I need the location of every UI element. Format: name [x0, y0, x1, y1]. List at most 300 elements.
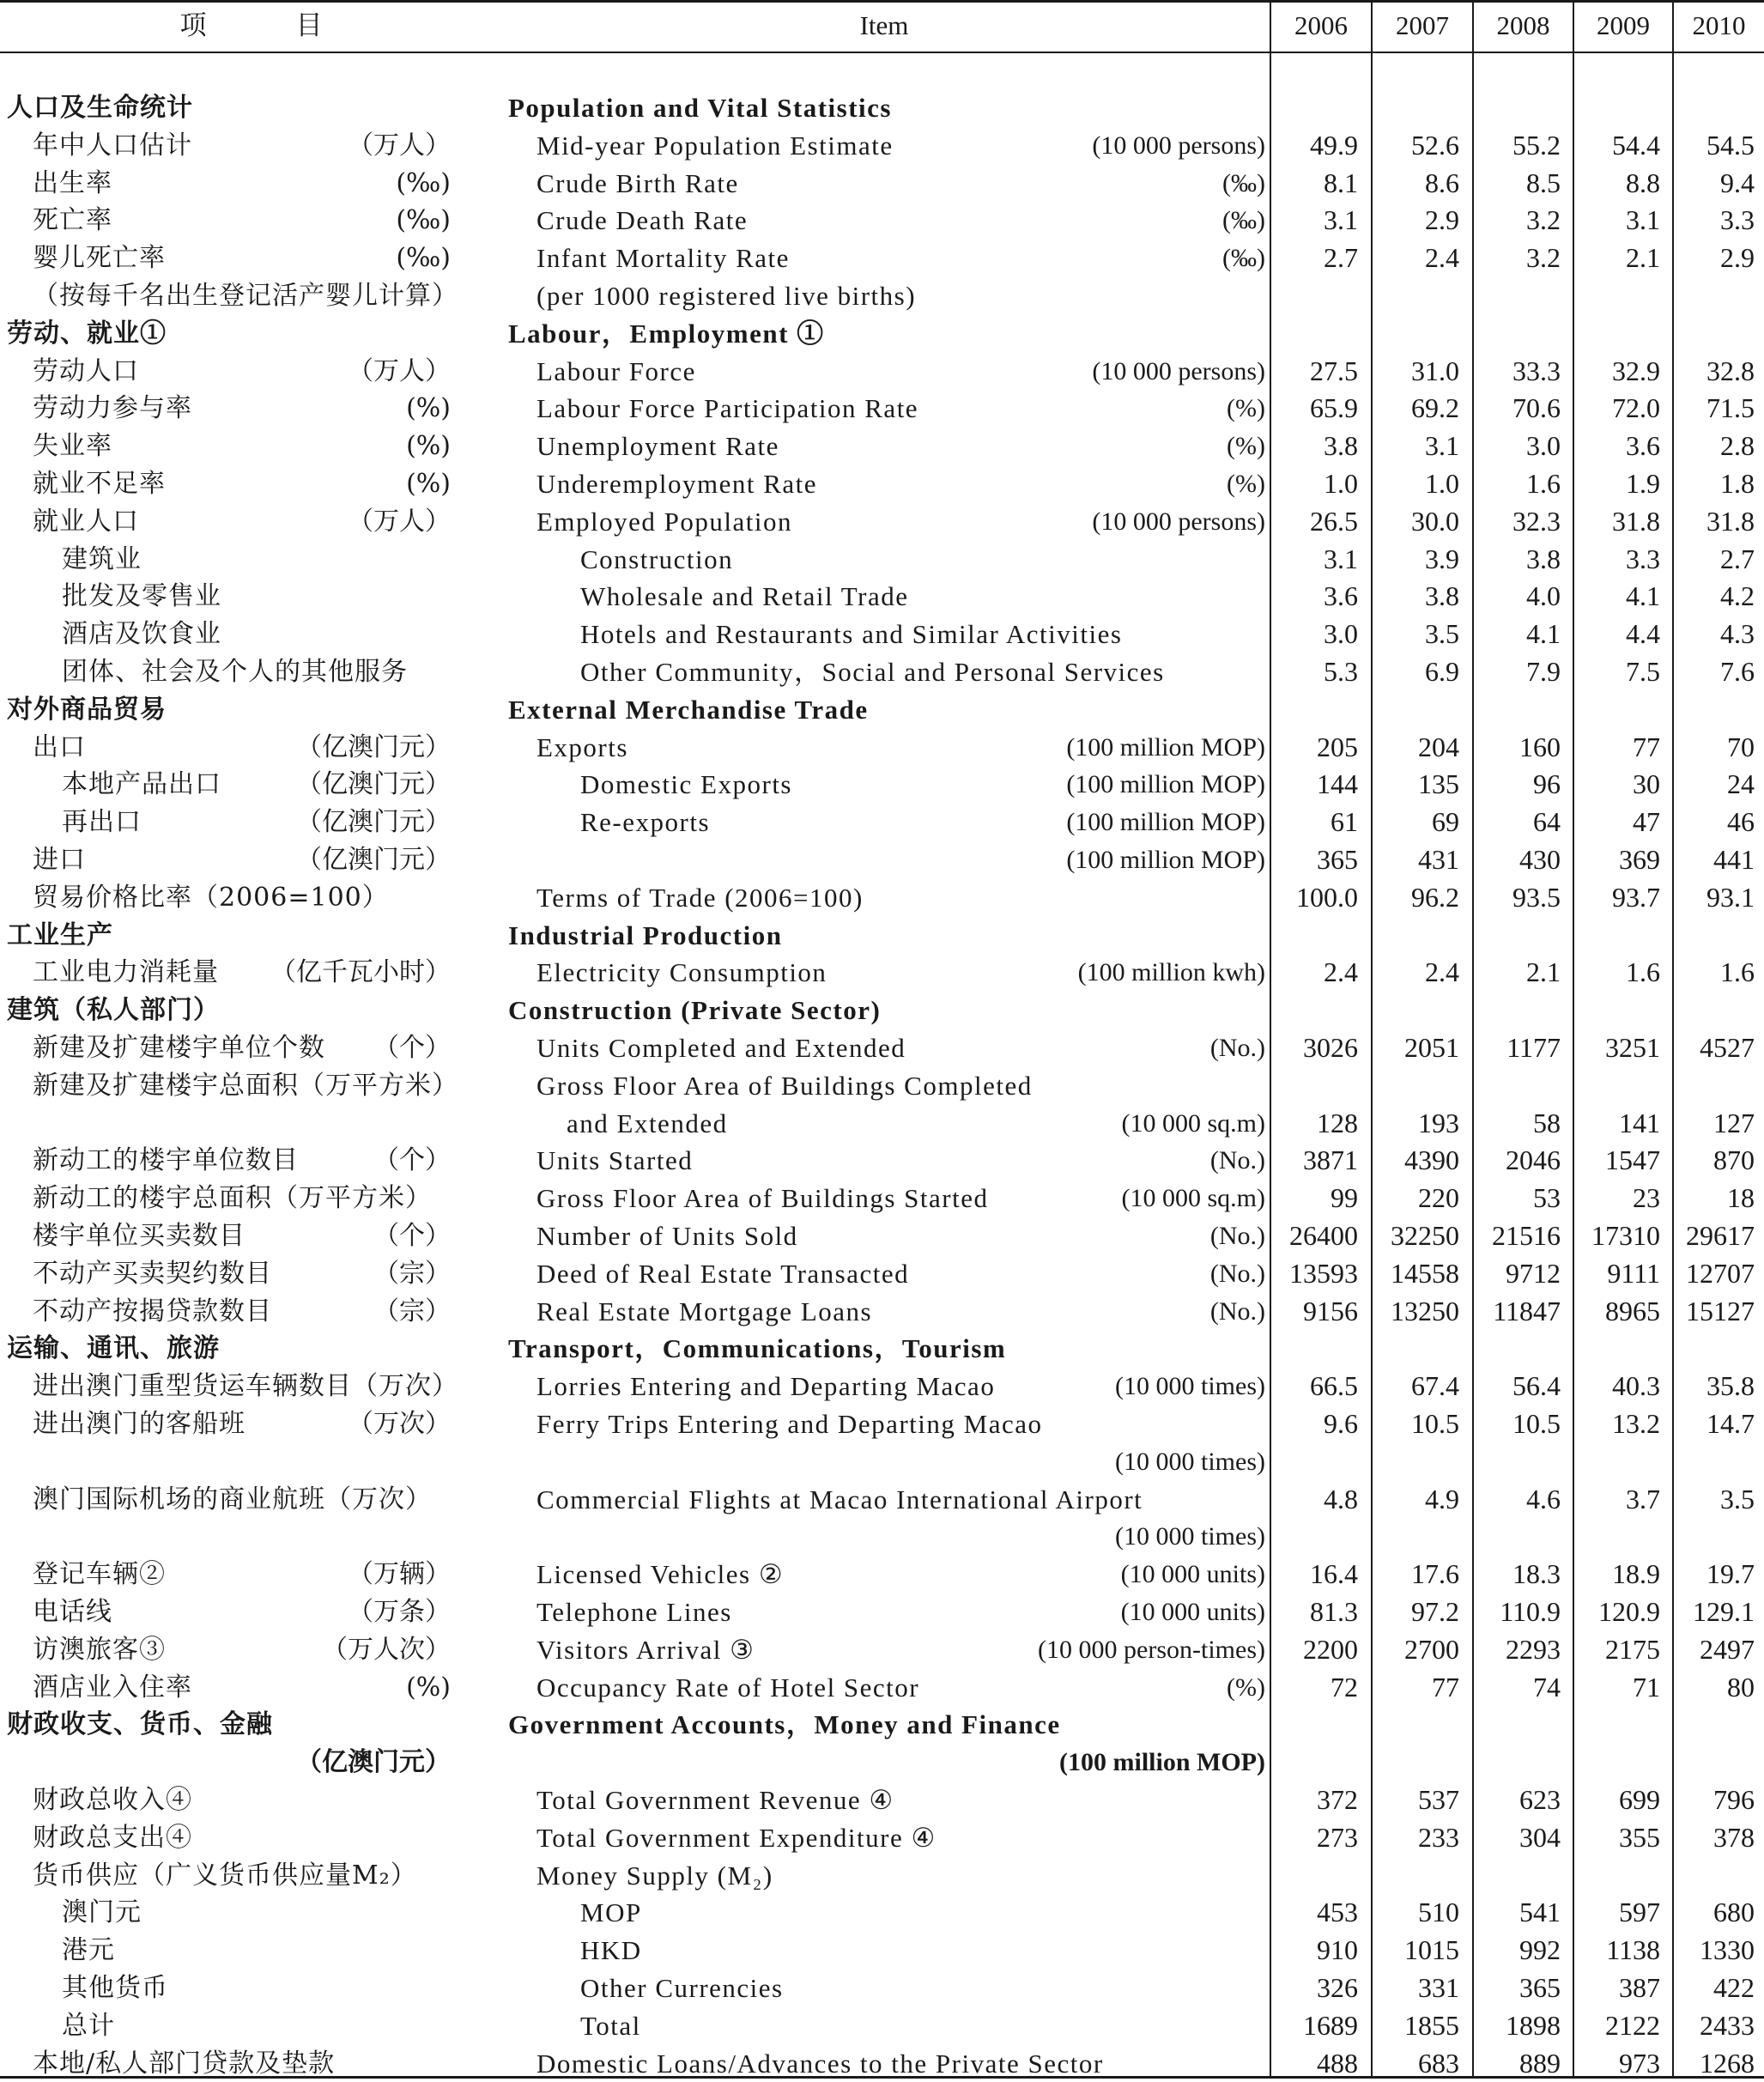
table-cell: 1330	[1700, 1934, 1755, 1966]
row-label-cn: 访澳旅客③	[33, 1634, 166, 1665]
table-row	[0, 1293, 1764, 1331]
table-cell: 40.3	[1612, 1370, 1660, 1402]
row-label-cn: 出生率	[33, 167, 112, 198]
table-cell: 8.6	[1425, 167, 1459, 198]
table-cell: 3.2	[1526, 204, 1561, 236]
table-cell: 72.0	[1612, 392, 1660, 424]
table-cell: 2046	[1506, 1144, 1561, 1176]
table-cell: 2.4	[1425, 956, 1459, 988]
table-cell: 46	[1727, 806, 1755, 838]
row-label-en: Telephone Lines	[536, 1597, 732, 1627]
header-item: Item	[859, 10, 909, 40]
table-cell: 54.4	[1612, 129, 1660, 161]
table-row	[0, 2007, 1764, 2045]
row-label-en: Labour Force Participation Rate	[536, 393, 919, 424]
table-cell: 65.9	[1310, 392, 1358, 424]
table-row	[0, 1593, 1764, 1631]
table-row	[0, 1368, 1764, 1405]
table-cell: 3.5	[1425, 618, 1459, 650]
table-cell: 14.7	[1706, 1408, 1755, 1439]
row-label-cn: 批发及零售业	[62, 581, 221, 612]
table-cell: 541	[1519, 1897, 1561, 1928]
row-label-cn: 就业不足率	[33, 469, 166, 499]
table-cell: 67.4	[1411, 1370, 1459, 1402]
row-unit-cn: （万条）	[348, 1597, 451, 1627]
header-year-2006: 2006	[1294, 10, 1348, 40]
table-cell: 18.3	[1512, 1558, 1561, 1590]
table-cell: 537	[1418, 1784, 1459, 1815]
table-cell: 2051	[1404, 1032, 1459, 1063]
table-row	[0, 202, 1764, 240]
row-unit-cn: （万辆）	[348, 1559, 451, 1590]
row-label-cn: 澳门国际机场的商业航班（万次）	[33, 1484, 432, 1514]
row-label-cn: 澳门元	[62, 1897, 142, 1928]
table-cell: 141	[1619, 1107, 1660, 1138]
table-row	[0, 428, 1764, 465]
section-row	[0, 1330, 1764, 1368]
table-cell: 99	[1331, 1182, 1358, 1214]
row-unit-cn: （宗）	[373, 1258, 451, 1289]
table-cell: 74	[1533, 1671, 1561, 1703]
table-cell: 2.1	[1526, 956, 1561, 988]
table-cell: 4.1	[1626, 580, 1660, 612]
table-cell: 193	[1418, 1107, 1459, 1138]
row-label-cn: 劳动、就业①	[7, 318, 167, 349]
section-row	[0, 1706, 1764, 1744]
table-cell: 3.1	[1324, 543, 1358, 574]
row-unit-cn: （亿澳门元）	[296, 1747, 451, 1778]
table-cell: 8.1	[1324, 167, 1358, 198]
table-cell: 1.8	[1720, 468, 1755, 499]
section-row	[0, 315, 1764, 353]
row-label-cn: 就业人口	[33, 506, 139, 537]
table-cell: 53	[1533, 1182, 1561, 1214]
table-cell: 1547	[1605, 1144, 1660, 1176]
table-cell: 31.8	[1612, 505, 1660, 537]
row-label-en: Domestic Loans/Advances to the Private Sector	[536, 2048, 1104, 2079]
row-label-en: External Merchandise Trade	[508, 694, 869, 725]
table-cell: 973	[1619, 2047, 1660, 2079]
table-cell: 4527	[1700, 1032, 1755, 1063]
table-cell: 3.0	[1324, 618, 1358, 650]
table-cell: 2.4	[1425, 242, 1459, 274]
table-cell: 93.1	[1706, 881, 1755, 913]
table-cell: 2700	[1404, 1633, 1459, 1665]
table-cell: 2293	[1506, 1633, 1561, 1665]
row-label-cn: 不动产买卖契约数目	[33, 1258, 272, 1289]
row-label-en: Construction (Private Sector)	[508, 995, 882, 1026]
table-cell: 31.0	[1411, 355, 1459, 386]
header-mu: 目	[295, 10, 323, 40]
table-cell: 3871	[1303, 1144, 1358, 1176]
row-label-en: Visitors Arrival ③	[536, 1634, 755, 1665]
row-label-cn: 本地产品出口	[62, 769, 221, 800]
table-cell: 27.5	[1310, 355, 1358, 386]
table-cell: 19.7	[1706, 1558, 1755, 1590]
row-unit-en: (10 000 units)	[1120, 1560, 1265, 1589]
table-cell: 3251	[1605, 1032, 1660, 1063]
row-unit-cn: （亿澳门元）	[296, 807, 451, 838]
table-cell: 135	[1418, 768, 1459, 800]
table-cell: 70	[1727, 731, 1755, 762]
section-row	[0, 89, 1764, 127]
header-rule	[0, 52, 1764, 53]
table-cell: 1.9	[1626, 468, 1660, 499]
row-unit-cn: (‰)	[396, 243, 451, 274]
table-row	[0, 390, 1764, 428]
table-cell: 14558	[1391, 1257, 1459, 1289]
table-cell: 422	[1713, 1972, 1755, 2003]
table-cell: 26.5	[1310, 505, 1358, 537]
row-unit-en: (10 000 persons)	[1092, 507, 1265, 536]
table-cell: 4.3	[1720, 618, 1755, 650]
row-label-cn: 进出澳门的客船班	[33, 1409, 246, 1439]
table-cell: 889	[1519, 2047, 1561, 2079]
table-cell: 372	[1317, 1784, 1358, 1815]
table-row	[0, 1067, 1764, 1105]
row-label-cn: 楼宇单位买卖数目	[33, 1221, 246, 1251]
row-label-cn: 建筑业	[62, 543, 142, 574]
table-cell: 510	[1418, 1897, 1459, 1928]
row-label-en: Total	[580, 2010, 641, 2041]
table-cell: 23	[1633, 1182, 1660, 1214]
table-cell: 4.9	[1425, 1483, 1459, 1514]
row-label-en: Infant Mortality Rate	[536, 243, 790, 274]
table-cell: 69	[1432, 806, 1459, 838]
table-cell: 2.9	[1720, 242, 1755, 274]
table-cell: 4.0	[1526, 580, 1561, 612]
table-cell: 369	[1619, 844, 1660, 875]
row-unit-cn: （亿千瓦小时）	[270, 957, 451, 988]
table-cell: 9156	[1303, 1295, 1358, 1326]
table-cell: 683	[1418, 2047, 1459, 2079]
table-row	[0, 127, 1764, 165]
table-cell: 623	[1519, 1784, 1561, 1815]
table-cell: 387	[1619, 1972, 1660, 2003]
row-label-cn: 新动工的楼宇总面积（万平方米）	[33, 1183, 432, 1214]
row-unit-cn: (%)	[406, 469, 451, 499]
table-cell: 1.6	[1526, 468, 1561, 499]
table-cell: 1268	[1700, 2047, 1755, 2079]
table-cell: 160	[1519, 731, 1561, 762]
row-unit-cn: （个）	[373, 1145, 451, 1176]
table-cell: 3.3	[1720, 204, 1755, 236]
row-unit-en: (No.)	[1209, 1259, 1265, 1288]
table-cell: 29617	[1686, 1220, 1755, 1251]
row-label-cn: 本地/私人部门贷款及垫款	[33, 2048, 336, 2079]
row-label-en: Money Supply (M₂)	[536, 1860, 773, 1891]
table-cell: 441	[1713, 844, 1755, 875]
table-cell: 32250	[1391, 1220, 1459, 1251]
row-unit-cn: （个）	[373, 1033, 451, 1063]
row-unit-cn: (‰)	[396, 167, 451, 198]
row-unit-cn: （亿澳门元）	[296, 731, 451, 762]
row-label-en: Government Accounts，Money and Finance	[508, 1709, 1061, 1740]
row-unit-cn: （个）	[373, 1221, 451, 1251]
table-cell: 11847	[1493, 1295, 1561, 1326]
table-cell: 69.2	[1411, 392, 1459, 424]
row-unit-en: (10 000 person-times)	[1038, 1635, 1265, 1664]
table-cell: 1138	[1606, 1934, 1660, 1966]
table-cell: 273	[1317, 1821, 1358, 1853]
table-row	[0, 729, 1764, 767]
row-label-en: Gross Floor Area of Buildings Completed	[536, 1070, 1033, 1101]
table-cell: 26400	[1289, 1220, 1358, 1251]
table-cell: 54.5	[1706, 129, 1755, 161]
table-row	[0, 165, 1764, 203]
table-cell: 365	[1519, 1972, 1561, 2003]
table-cell: 4.6	[1526, 1483, 1561, 1514]
row-unit-en: (No.)	[1209, 1034, 1265, 1062]
row-unit-cn: （万人）	[348, 506, 451, 537]
table-cell: 93.5	[1512, 881, 1561, 913]
table-cell: 17.6	[1411, 1558, 1459, 1590]
row-unit-en: (No.)	[1209, 1146, 1265, 1175]
table-row	[0, 1142, 1764, 1180]
table-cell: 93.7	[1612, 881, 1660, 913]
table-cell: 77	[1633, 731, 1660, 762]
table-cell: 97.2	[1411, 1596, 1459, 1627]
row-label-en: MOP	[580, 1897, 642, 1928]
table-cell: 31.8	[1706, 505, 1755, 537]
table-cell: 70.6	[1512, 392, 1561, 424]
row-label-en: Labour，Employment ①	[508, 318, 825, 349]
row-label-cn: 总计	[62, 2010, 115, 2041]
table-row	[0, 2045, 1764, 2082]
row-label-en: Total Government Revenue ④	[536, 1785, 894, 1815]
row-label-en: Occupancy Rate of Hotel Sector	[536, 1672, 920, 1703]
row-label-en: Crude Birth Rate	[536, 167, 739, 198]
table-row	[0, 541, 1764, 579]
row-unit-en: (10 000 sq.m)	[1121, 1108, 1265, 1138]
row-label-cn: 财政收支、货币、金融	[7, 1709, 273, 1740]
row-label-en: Underemployment Rate	[536, 469, 817, 499]
row-unit-en: (10 000 times)	[1115, 1447, 1265, 1476]
row-label-cn: 财政总收入④	[33, 1785, 192, 1815]
table-cell: 127	[1713, 1107, 1755, 1138]
table-cell: 2175	[1605, 1633, 1660, 1665]
table-row	[0, 1819, 1764, 1857]
table-row	[0, 1518, 1764, 1556]
table-cell: 4.2	[1720, 580, 1755, 612]
table-cell: 58	[1533, 1107, 1561, 1138]
table-cell: 56.4	[1512, 1370, 1561, 1402]
row-label-cn: 不动产按揭贷款数目	[33, 1296, 272, 1326]
table-cell: 488	[1317, 2047, 1358, 2079]
row-label-cn: 进口	[33, 845, 86, 875]
row-label-en: and Extended	[567, 1108, 728, 1138]
table-cell: 204	[1418, 731, 1459, 762]
table-row	[0, 353, 1764, 391]
row-unit-cn: （万人）	[348, 355, 451, 386]
table-row	[0, 616, 1764, 653]
table-cell: 13250	[1391, 1295, 1459, 1326]
row-label-cn: 电话线	[33, 1597, 112, 1627]
row-label-cn: 酒店及饮食业	[62, 619, 221, 650]
row-label-en: Transport，Communications，Tourism	[508, 1333, 1007, 1364]
table-cell: 205	[1317, 731, 1358, 762]
table-cell: 3.1	[1324, 204, 1358, 236]
table-row	[0, 1255, 1764, 1293]
row-label-cn: 新建及扩建楼宇总面积（万平方米）	[33, 1070, 458, 1101]
row-unit-en: (100 million MOP)	[1059, 1748, 1265, 1777]
row-unit-en: (10 000 times)	[1115, 1372, 1265, 1401]
table-cell: 1.0	[1425, 468, 1459, 499]
row-label-cn: 酒店业入住率	[33, 1672, 192, 1703]
table-cell: 120.9	[1598, 1596, 1660, 1627]
table-cell: 64	[1533, 806, 1561, 838]
table-cell: 8.5	[1526, 167, 1561, 198]
row-label-en: Hotels and Restaurants and Similar Activities	[580, 619, 1123, 650]
table-cell: 16.4	[1310, 1558, 1358, 1590]
header-year-2008: 2008	[1496, 10, 1550, 40]
table-cell: 1898	[1506, 2009, 1561, 2041]
table-cell: 597	[1619, 1897, 1660, 1928]
table-cell: 7.6	[1720, 656, 1755, 687]
row-label-en: Electricity Consumption	[536, 957, 827, 988]
row-label-en: Construction	[580, 543, 734, 574]
table-cell: 326	[1317, 1972, 1358, 2003]
table-cell: 2.7	[1720, 543, 1755, 574]
row-label-en: Real Estate Mortgage Loans	[536, 1296, 873, 1326]
table-cell: 992	[1519, 1934, 1561, 1966]
table-cell: 4.1	[1526, 618, 1561, 650]
table-cell: 9.6	[1324, 1408, 1358, 1439]
row-unit-cn: （万人次）	[322, 1634, 451, 1665]
table-cell: 3.9	[1425, 543, 1459, 574]
row-label-en: Wholesale and Retail Trade	[580, 581, 909, 612]
table-cell: 2.8	[1720, 430, 1755, 462]
table-cell: 8965	[1605, 1295, 1660, 1326]
row-label-en: Re-exports	[580, 807, 711, 838]
table-cell: 4.4	[1626, 618, 1660, 650]
row-label-cn: 港元	[62, 1935, 115, 1966]
row-label-cn: 出口	[33, 731, 86, 762]
table-cell: 680	[1713, 1897, 1755, 1928]
table-cell: 430	[1519, 844, 1561, 875]
row-label-cn: 工业电力消耗量	[33, 957, 219, 988]
table-cell: 355	[1619, 1821, 1660, 1853]
table-cell: 47	[1633, 806, 1660, 838]
section-row	[0, 917, 1764, 955]
table-cell: 49.9	[1310, 129, 1358, 161]
table-cell: 18.9	[1612, 1558, 1660, 1590]
table-cell: 71.5	[1706, 392, 1755, 424]
table-cell: 220	[1418, 1182, 1459, 1214]
table-cell: 55.2	[1512, 129, 1561, 161]
table-row	[0, 503, 1764, 541]
table-row	[0, 841, 1764, 879]
row-unit-en: (10 000 persons)	[1092, 356, 1265, 385]
row-unit-cn: （宗）	[373, 1296, 451, 1326]
row-unit-en: (100 million MOP)	[1066, 808, 1265, 837]
table-cell: 32.9	[1612, 355, 1660, 386]
row-label-cn: 人口及生命统计	[7, 93, 193, 123]
table-cell: 96	[1533, 768, 1561, 800]
table-cell: 33.3	[1512, 355, 1561, 386]
row-label-cn: 其他货币	[62, 1973, 168, 2003]
table-cell: 1015	[1404, 1934, 1459, 1966]
table-cell: 2497	[1700, 1633, 1755, 1665]
table-cell: 3.1	[1626, 204, 1660, 236]
table-cell: 4390	[1404, 1144, 1459, 1176]
row-label-en: Terms of Trade (2006=100)	[536, 882, 864, 913]
table-row	[0, 1405, 1764, 1443]
table-cell: 2.9	[1425, 204, 1459, 236]
row-label-en: Total Government Expenditure ④	[536, 1822, 937, 1853]
table-cell: 2122	[1605, 2009, 1660, 2041]
table-row	[0, 879, 1764, 917]
row-label-cn: 失业率	[33, 431, 112, 462]
header-xiang: 项	[179, 10, 207, 40]
table-row	[0, 653, 1764, 691]
table-cell: 30	[1633, 768, 1660, 800]
row-label-en: Number of Units Sold	[536, 1221, 798, 1251]
table-cell: 100.0	[1296, 881, 1358, 913]
table-row	[0, 804, 1764, 841]
table-row	[0, 578, 1764, 616]
row-label-en: Units Completed and Extended	[536, 1033, 906, 1063]
row-label-cn: 对外商品贸易	[7, 694, 167, 725]
row-unit-cn: （亿澳门元）	[296, 845, 451, 875]
row-label-cn: 新动工的楼宇单位数目	[33, 1145, 299, 1176]
row-label-cn: 死亡率	[33, 205, 112, 236]
table-cell: 2200	[1303, 1633, 1358, 1665]
row-unit-en: (%)	[1227, 432, 1265, 461]
table-cell: 233	[1418, 1821, 1459, 1853]
row-unit-en: (‰)	[1222, 206, 1265, 235]
row-unit-cn: （亿澳门元）	[296, 769, 451, 800]
table-cell: 3.2	[1526, 242, 1561, 274]
table-cell: 32.3	[1512, 505, 1561, 537]
table-cell: 2.7	[1324, 242, 1358, 274]
table-cell: 110.9	[1500, 1596, 1561, 1627]
row-unit-en: (10 000 sq.m)	[1121, 1184, 1265, 1213]
table-cell: 35.8	[1706, 1370, 1755, 1402]
table-row	[0, 1631, 1764, 1669]
header-year-2010: 2010	[1692, 10, 1746, 40]
table-cell: 9.4	[1720, 167, 1755, 198]
table-cell: 8.8	[1626, 167, 1660, 198]
table-cell: 80	[1727, 1671, 1755, 1703]
table-cell: 331	[1418, 1972, 1459, 2003]
row-label-en: Crude Death Rate	[536, 205, 749, 236]
table-row	[0, 1217, 1764, 1255]
table-cell: 18	[1727, 1182, 1755, 1214]
row-unit-cn: (‰)	[396, 205, 451, 236]
row-unit-en: (10 000 times)	[1115, 1522, 1265, 1551]
table-cell: 128	[1317, 1107, 1358, 1138]
table-cell: 3026	[1303, 1032, 1358, 1063]
row-unit-cn: (%)	[406, 1672, 451, 1703]
table-cell: 66.5	[1310, 1370, 1358, 1402]
table-cell: 378	[1713, 1821, 1755, 1853]
table-cell: 81.3	[1310, 1596, 1358, 1627]
table-cell: 3.6	[1324, 580, 1358, 612]
table-cell: 1689	[1303, 2009, 1358, 2041]
table-row	[0, 1894, 1764, 1932]
table-cell: 3.8	[1526, 543, 1561, 574]
section-row	[0, 992, 1764, 1029]
row-label-en: Ferry Trips Entering and Departing Macao	[536, 1409, 1043, 1439]
table-cell: 2.1	[1626, 242, 1660, 274]
row-unit-cn: （万人）	[348, 130, 451, 161]
table-cell: 52.6	[1411, 129, 1459, 161]
table-row	[0, 1970, 1764, 2007]
table-cell: 2433	[1700, 2009, 1755, 2041]
table-cell: 3.7	[1626, 1483, 1660, 1514]
row-label-en: Gross Floor Area of Buildings Started	[536, 1183, 989, 1214]
